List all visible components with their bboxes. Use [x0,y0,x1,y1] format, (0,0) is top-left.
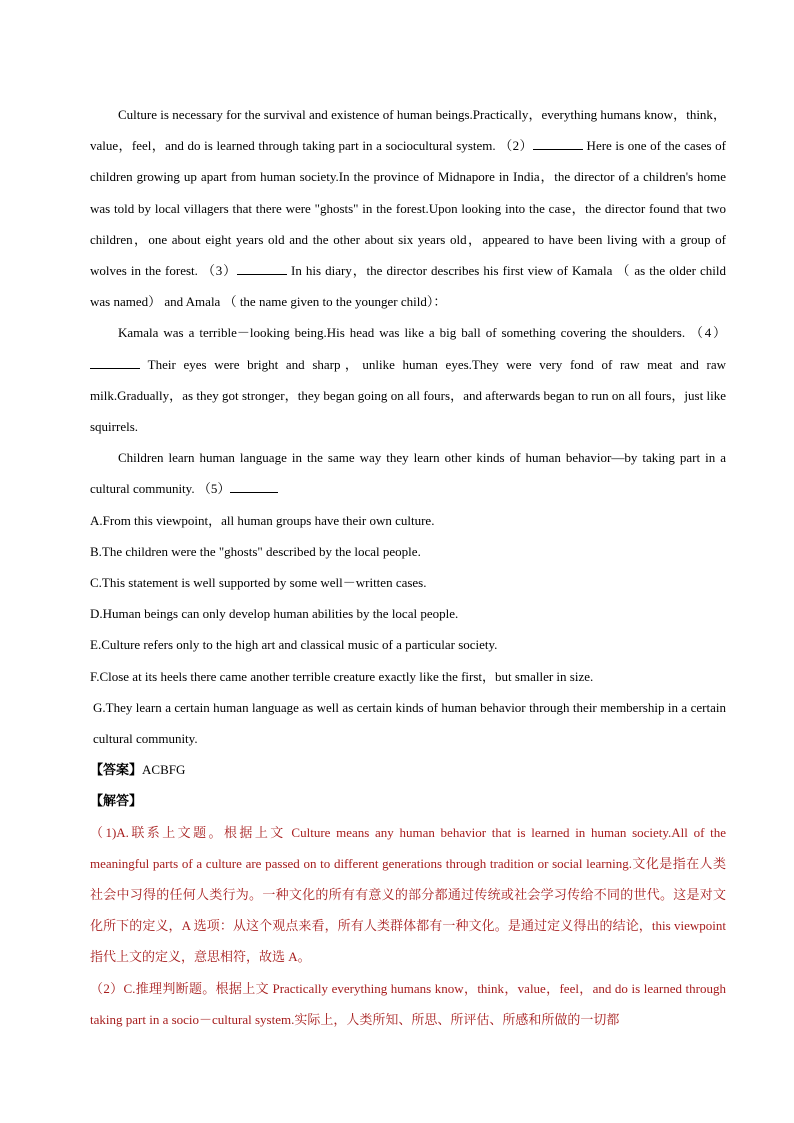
option-e: E.Culture refers only to the high art and classical music of a particular society. [90,637,498,653]
passage-text: In his diary，the director describes his first view of Kamala （ as the older child was named） and Amala （ the name given to the younger child）： [90,263,726,310]
blank-3 [237,262,287,275]
option-g: G.They learn a certain human language as well as certain kinds of human behavior through their membership in a certain cultural community. [93,699,726,747]
passage-text: Culture is necessary for the survival and existence of human beings.Practically，everything humans know，think，value，feel，and do is learned through taking part in a sociocultural system. （2） [90,107,726,154]
blank-2 [533,137,583,150]
option-b: B.The children were the "ghosts" described by the local people. [90,543,421,559]
passage-paragraph-1 [90,99,726,317]
option-d: D.Human beings can only develop human abilities by the local people. [90,606,459,622]
passage-paragraph-2 [90,317,726,442]
explanation-item-1: （1)A.联系上文题。根据上文 Culture means any human behavior that is learned in human society.All of the meaningful parts of a culture are passed on to different generations through tradition or social learning.文化是指在人类社会中习得的任何人类行为。一种文化的所有有意义的部分都通过传统或社会学习传给不同的世代。这是对文化所下的定义，A 选项：从这个观点来看，所有人类群体都有一种文化。是通过定义得出的结论，this viewpoint 指代上文的定义，意思相符，故选 A。 [90,824,726,965]
explanation-item-2: （2）C.推理判断题。根据上文 Practically everything humans know，think，value，feel，and do is learned through taking part in a socio－cultural system.实际上，人类所知、所思、所评估、所感和所做的一切都 [90,980,726,1027]
answer-line [90,754,726,785]
blank-4 [90,356,140,369]
passage-text: Their eyes were bright and sharp，unlike human eyes.They were very fond of raw meat and raw milk.Gradually，as they got stronger，they began going on all fours，and afterwards began to run on all fours，just like squirrels. [90,356,726,435]
answer-value: ACBFG [142,762,186,778]
option-a: A.From this viewpoint，all human groups have their own culture. [90,512,435,528]
explanation-label: 【解答】 [90,793,143,809]
option-f: F.Close at its heels there came another terrible creature exactly like the first，but smaller in size. [90,668,594,684]
blank-5 [230,480,278,493]
option-c: C.This statement is well supported by some well－written cases. [90,575,427,591]
passage-text: Here is one of the cases of children growing up apart from human society.In the province of Midnapore in India，the director of a children's home was told by local villagers that there were "ghosts" in the forest.Upon looking into the case，the director found that two children，one about eight years old and the other about six years old，appeared to have been living with a group of wolves in the forest. （3） [90,138,726,279]
passage-paragraph-3 [90,442,726,504]
answer-label: 【答案】 [90,762,143,778]
passage-text: Kamala was a terrible－looking being.His head was like a big ball of something covering the shoulders. （4） [118,325,726,341]
passage-text: Children learn human language in the same way they learn other kinds of human behavior—by taking part in a cultural community. （5） [90,450,726,497]
